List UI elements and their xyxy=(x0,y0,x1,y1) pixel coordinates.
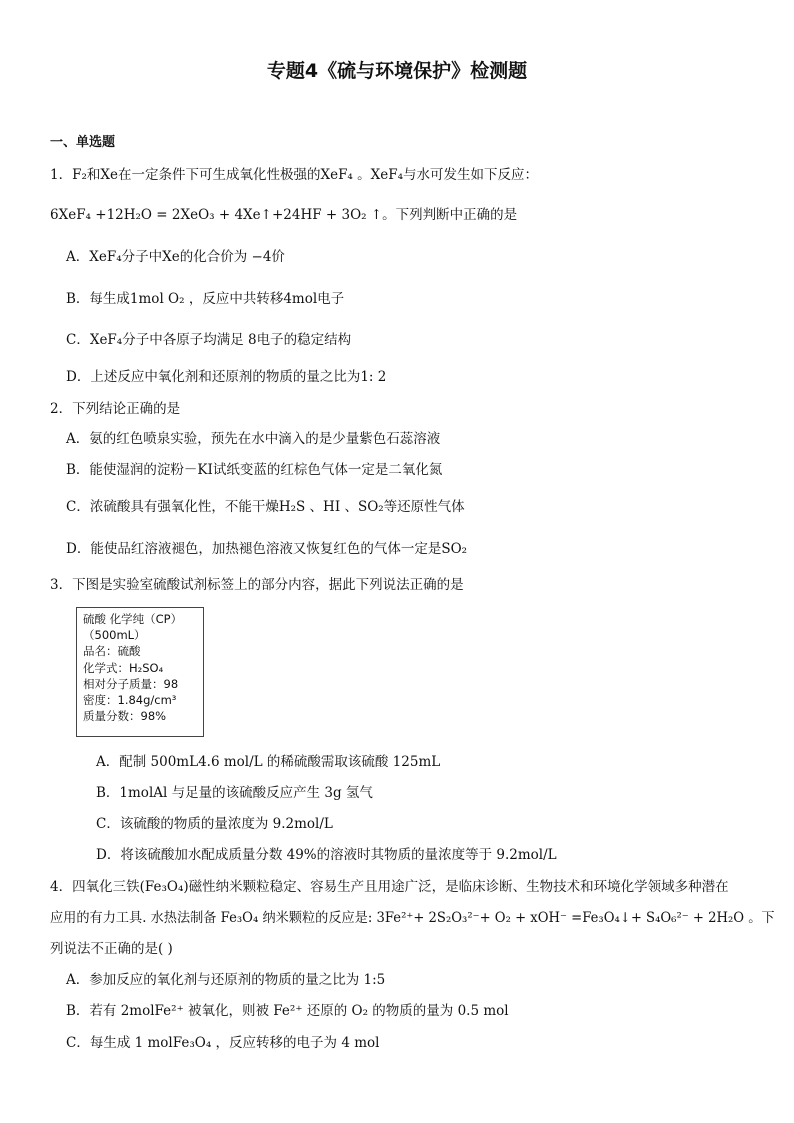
q3-option-a: A．配制 500mL4.6 mol/L 的稀硫酸需取该硫酸 125mL xyxy=(96,754,441,770)
q2-option-b: B．能使湿润的淀粉－KI试纸变蓝的红棕色气体一定是二氧化氮 xyxy=(66,462,443,478)
q1-stem-line-1: 1．F₂和Xe在一定条件下可生成氧化性极强的XeF₄ 。XeF₄与水可发生如下反应： xyxy=(50,167,539,183)
q1-option-b: B．每生成1mol O₂ ，反应中共转移4mol电子 xyxy=(66,291,345,307)
q4-stem-line-1: 4．四氧化三铁(Fe₃O₄)磁性纳米颗粒稳定、容易生产且用途广泛，是临床诊断、生物技术和环境化学领域多种潜在 xyxy=(50,879,729,895)
q2-option-a: A．氨的红色喷泉实验，预先在水中滴入的是少量紫色石蕊溶液 xyxy=(66,431,441,447)
q3-stem: 3．下图是实验室硫酸试剂标签上的部分内容，据此下列说法正确的是 xyxy=(50,577,464,593)
section-heading: 一、单选题 xyxy=(50,135,116,150)
q3-option-b: B．1molAl 与足量的该硫酸反应产生 3g 氢气 xyxy=(96,785,373,801)
reagent-label-box xyxy=(76,607,204,737)
label-line: 密度：1.84g/cm³ xyxy=(83,693,177,708)
q4-stem-line-2: 应用的有力工具. 水热法制备 Fe₃O₄ 纳米颗粒的反应是: 3Fe²⁺+ 2S₂O₃²⁻+ O₂ + xOH⁻ =Fe₃O₄↓+ S₄O₆²⁻ + 2H₂O 。下 xyxy=(50,910,775,926)
q2-option-c: C．浓硫酸具有强氧化性，不能干燥H₂S 、HI 、SO₂等还原性气体 xyxy=(66,499,465,515)
label-line: 品名：硫酸 xyxy=(83,644,141,659)
label-line: 质量分数：98% xyxy=(83,709,167,724)
label-line: 相对分子质量：98 xyxy=(83,676,179,691)
q4-option-c: C．每生成 1 molFe₃O₄ ，反应转移的电子为 4 mol xyxy=(66,1035,380,1051)
q2-option-d: D．能使品红溶液褪色，加热褪色溶液又恢复红色的气体一定是SO₂ xyxy=(66,541,468,557)
q3-option-d: D．将该硫酸加水配成质量分数 49%的溶液时其物质的量浓度等于 9.2mol/L xyxy=(96,847,557,863)
q4-option-b: B．若有 2molFe²⁺ 被氧化，则被 Fe²⁺ 还原的 O₂ 的物质的量为 0.5 mol xyxy=(66,1003,509,1019)
q1-option-d: D．上述反应中氧化剂和还原剂的物质的量之比为1: 2 xyxy=(66,369,387,385)
label-line: 化学式：H₂SO₄ xyxy=(83,660,164,675)
q1-option-c: C．XeF₄分子中各原子均满足 8电子的稳定结构 xyxy=(66,332,352,348)
q1-stem-line-2: 6XeF₄ +12H₂O = 2XeO₃ + 4Xe↑+24HF + 3O₂ ↑。下列判断中正确的是 xyxy=(50,207,518,223)
q3-option-c: C．该硫酸的物质的量浓度为 9.2mol/L xyxy=(96,816,333,832)
page-title: 专题4《硫与环境保护》检测题 xyxy=(266,60,528,82)
label-line: （500mL） xyxy=(83,628,146,643)
q4-stem-line-3: 列说法不正确的是( ) xyxy=(50,941,173,957)
q1-option-a: A．XeF₄分子中Xe的化合价为 −4价 xyxy=(66,249,285,265)
label-line: 硫酸 化学纯（CP） xyxy=(83,612,183,626)
q2-stem: 2．下列结论正确的是 xyxy=(50,401,181,417)
q4-option-a: A．参加反应的氧化剂与还原剂的物质的量之比为 1:5 xyxy=(66,972,386,988)
